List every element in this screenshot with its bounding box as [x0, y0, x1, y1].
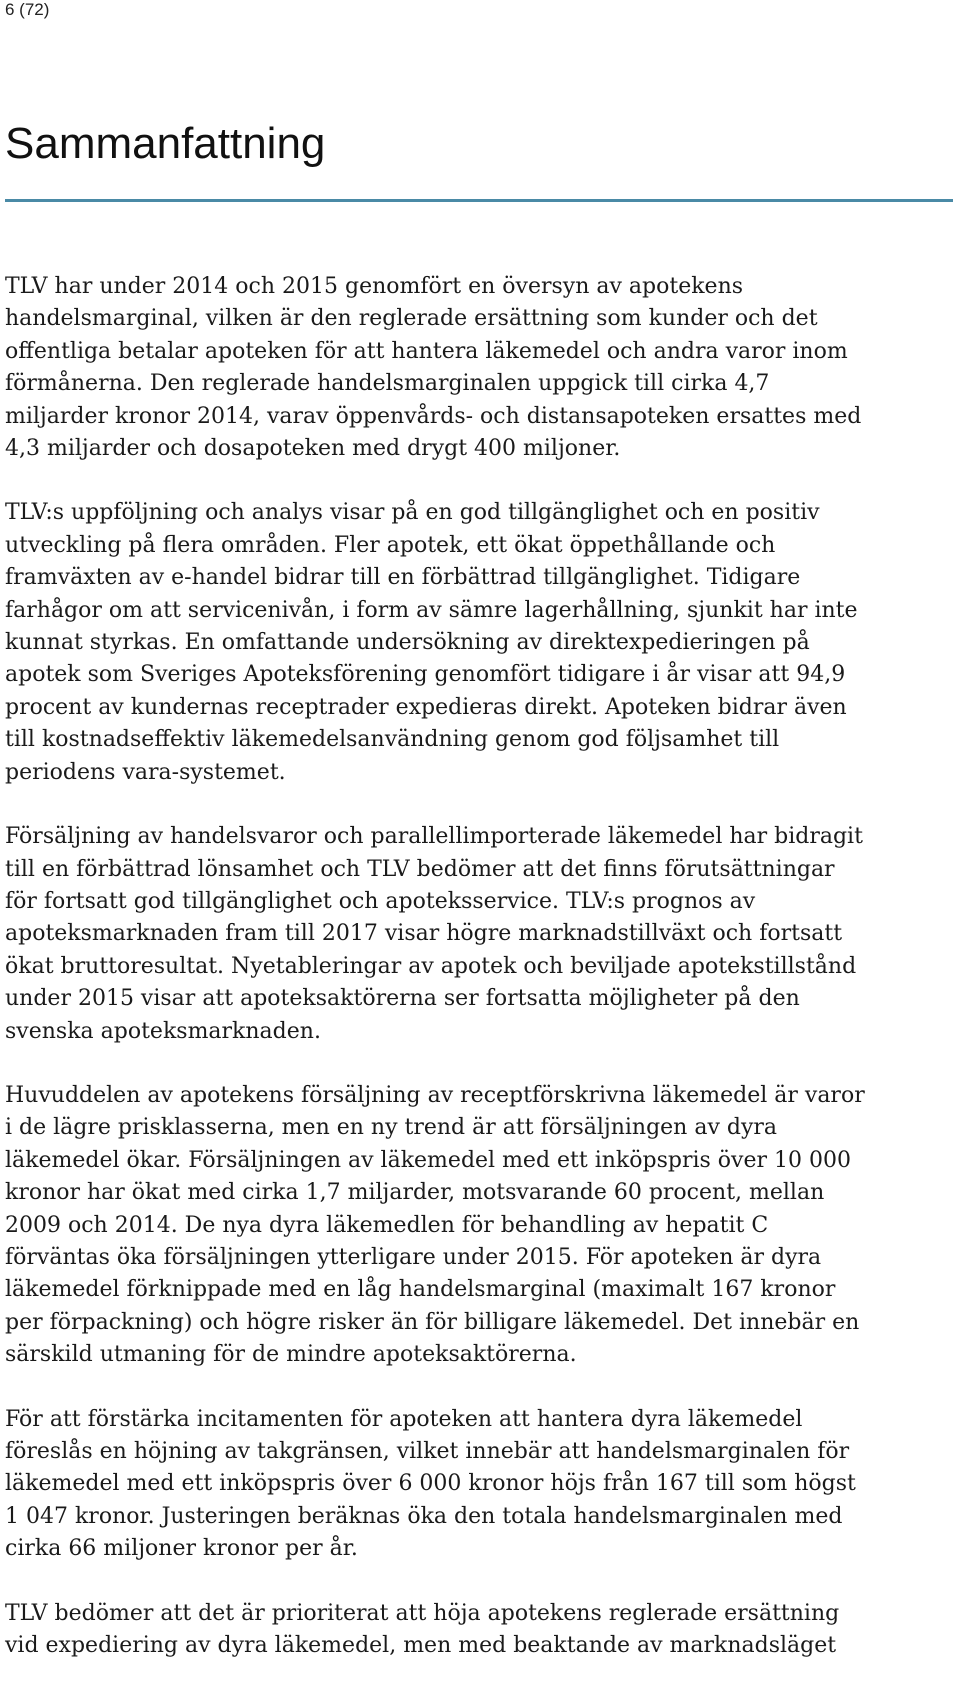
text-line: TLV bedömer att det är prioriterat att höja apotekens reglerade ersättning	[5, 1600, 840, 1626]
text-line: farhågor om att servicenivån, i form av sämre lagerhållning, sjunkit har inte	[5, 597, 858, 623]
paragraph-4	[5, 1080, 953, 1372]
text-line: Huvuddelen av apotekens försäljning av receptförskrivna läkemedel är varor	[5, 1082, 865, 1108]
text-line: procent av kundernas receptrader expedieras direkt. Apoteken bidrar även	[5, 694, 847, 720]
text-line: periodens vara-systemet.	[5, 759, 286, 785]
text-line: Försäljning av handelsvaror och parallellimporterade läkemedel har bidragit	[5, 824, 863, 850]
paragraph-1	[5, 271, 953, 465]
text-line: 2009 och 2014. De nya dyra läkemedlen för behandling av hepatit C	[5, 1212, 769, 1238]
paragraph-6	[5, 1598, 953, 1663]
paragraph-2	[5, 497, 953, 789]
text-line: cirka 66 miljoner kronor per år.	[5, 1536, 358, 1562]
text-line: läkemedel med ett inköpspris över 6 000 kronor höjs från 167 till som högst	[5, 1471, 856, 1497]
page-title: Sammanfattning	[5, 119, 326, 168]
text-line: apoteksmarknaden fram till 2017 visar högre marknadstillväxt och fortsatt	[5, 921, 843, 947]
text-line: vid expediering av dyra läkemedel, men med beaktande av marknadsläget	[5, 1633, 837, 1659]
text-line: kunnat styrkas. En omfattande undersökning av direktexpedieringen på	[5, 630, 810, 656]
paragraph-5	[5, 1404, 953, 1566]
text-line: miljarder kronor 2014, varav öppenvårds- och distansapoteken ersattes med	[5, 403, 862, 429]
text-line: för fortsatt god tillgänglighet och apoteksservice. TLV:s prognos av	[5, 888, 756, 914]
page-number: 6 (72)	[5, 0, 50, 19]
text-line: TLV:s uppföljning och analys visar på en god tillgänglighet och en positiv	[5, 500, 820, 526]
text-line: handelsmarginal, vilken är den reglerade ersättning som kunder och det	[5, 306, 818, 332]
text-line: läkemedel förknippade med en låg handelsmarginal (maximalt 167 kronor	[5, 1277, 836, 1303]
text-line: framväxten av e-handel bidrar till en förbättrad tillgänglighet. Tidigare	[5, 565, 801, 591]
text-line: till kostnadseffektiv läkemedelsanvändning genom god följsamhet till	[5, 727, 780, 753]
title-divider	[5, 199, 953, 202]
text-line: förmånerna. Den reglerade handelsmarginalen uppgick till cirka 4,7	[5, 371, 770, 397]
text-line: apotek som Sveriges Apoteksförening genomfört tidigare i år visar att 94,9	[5, 662, 846, 688]
text-line: För att förstärka incitamenten för apoteken att hantera dyra läkemedel	[5, 1406, 803, 1432]
text-line: kronor har ökat med cirka 1,7 miljarder, motsvarande 60 procent, mellan	[5, 1180, 825, 1206]
text-line: svenska apoteksmarknaden.	[5, 1018, 321, 1044]
paragraph-3	[5, 821, 953, 1048]
text-line: läkemedel ökar. Försäljningen av läkemedel med ett inköpspris över 10 000	[5, 1147, 851, 1173]
text-line: i de lägre prisklasserna, men en ny trend är att försäljningen av dyra	[5, 1115, 778, 1141]
text-line: per förpackning) och högre risker än för billigare läkemedel. Det innebär en	[5, 1309, 860, 1335]
text-line: ökat bruttoresultat. Nyetableringar av apotek och beviljade apotekstillstånd	[5, 953, 857, 979]
text-line: utveckling på flera områden. Fler apotek, ett ökat öppethållande och	[5, 532, 776, 558]
text-line: förväntas öka försäljningen ytterligare under 2015. För apoteken är dyra	[5, 1244, 822, 1270]
document-body	[5, 271, 953, 1694]
text-line: 4,3 miljarder och dosapoteken med drygt 400 miljoner.	[5, 436, 621, 462]
text-line: föreslås en höjning av takgränsen, vilket innebär att handelsmarginalen för	[5, 1439, 850, 1464]
text-line: TLV har under 2014 och 2015 genomfört en översyn av apotekens	[5, 274, 744, 299]
text-line: under 2015 visar att apoteksaktörerna ser fortsatta möjligheter på den	[5, 986, 800, 1012]
text-line: särskild utmaning för de mindre apoteksaktörerna.	[5, 1342, 577, 1368]
text-line: 1 047 kronor. Justeringen beräknas öka den totala handelsmarginalen med	[5, 1503, 843, 1529]
text-line: till en förbättrad lönsamhet och TLV bedömer att det finns förutsättningar	[5, 856, 835, 882]
text-line: offentliga betalar apoteken för att hantera läkemedel och andra varor inom	[5, 338, 848, 364]
